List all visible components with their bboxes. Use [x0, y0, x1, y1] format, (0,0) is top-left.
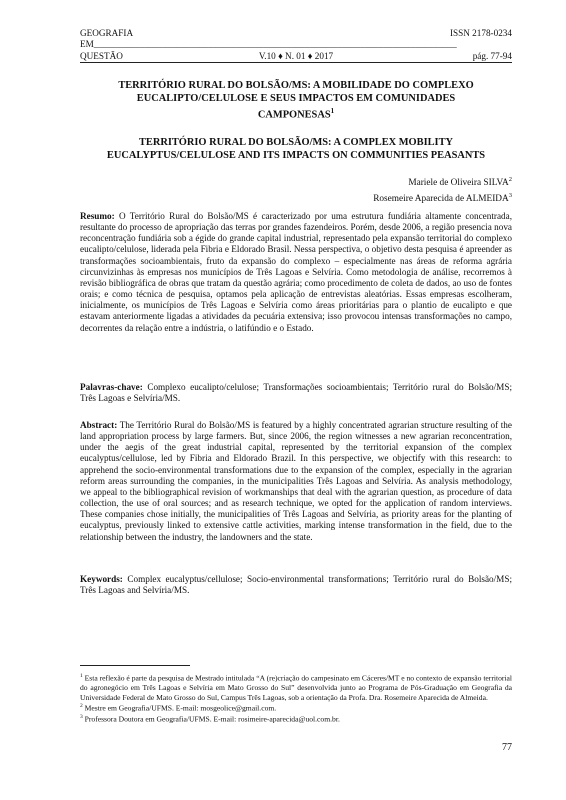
- palavras-chave-paragraph: [80, 382, 512, 404]
- title-footnote-ref: 1: [330, 107, 335, 115]
- journal-name-line2: EM_______________________________________________________________________________: [80, 39, 457, 49]
- volume-info: V.10 ♦ N. 01 ♦ 2017: [258, 51, 334, 61]
- palavras-chave-label: Palavras-chave:: [80, 382, 143, 392]
- author-list: [373, 174, 512, 205]
- title-portuguese: [80, 80, 512, 122]
- keywords-text: Complex eucalyptus/cellulose; Socio-environmental transformations; Território rural do Bolsão/MS; Três Lagoas and Selvíria/MS.: [80, 574, 512, 596]
- resumo-paragraph: [80, 211, 512, 334]
- footnotes: [80, 672, 512, 725]
- footnote: $^2$ Mestre em Geografia/UFMS. E-mail: mosgeolice@gmail.com.: [80, 703, 277, 713]
- title-en-line1: TERRITÓRIO RURAL DO BOLSÃO/MS: A COMPLEX MOBILITY: [138, 137, 454, 148]
- journal-name-line3: QUESTÃO: [80, 51, 123, 61]
- palavras-chave-text: Complexo eucalipto/celulose; Transformações socioambientais; Território rural do Bolsão/MS; Três Lagoas e Selvíria/MS.: [80, 382, 513, 404]
- page-range: pág. 77-94: [472, 51, 512, 61]
- running-header-row3: [80, 51, 512, 62]
- journal-name-line2-row: [80, 39, 512, 50]
- title-pt-line3: CAMPONESAS: [257, 109, 331, 121]
- keywords-paragraph: [80, 574, 512, 596]
- abstract-text: The Território Rural do Bolsão/MS is featured by a highly concentrated agrarian structure resulting of the land appropriation process by large farmers. But, since 2006, the region witnesses a new agrarian reconcentration, under the aegis of the great industrial capital, represented by the territorial expansion of the complex eucalyptus/cellulose, led by Fibria and Eldorado Brazil. In this perspective, we objectify with this research: to apprehend the socio-environmental transformations due to the expansion of the complex, especially in the agrarian reform areas surrounding the companies, in the municipalities Três Lagoas and Selvíria. As analysis methodology, we appeal to the bibliographical revision of workmanships that deal with the agrarian question, as procedure of data collection, the use of oral sources; and as research technique, we opted for the application of random interviews. These companies chose initially, the municipalities of Três Lagoas and Selvíria, as priority areas for the planting of eucalyptus, previously linked to extensive cattle activities, marking intense transformation in the field, due to the relationship between the industry, the landowners and the state.: [80, 420, 512, 542]
- header-rule: [80, 62, 512, 63]
- title-pt-line1: TERRITÓRIO RURAL DO BOLSÃO/MS: A MOBILIDADE DO COMPLEXO: [118, 80, 474, 91]
- resumo-text: O Território Rural do Bolsão/MS é caracterizado por uma estrutura fundiária altamente concentrada, resultante do processo de apropriação das terras por grandes fazendeiros. Porém, desde 2006, a região presencia nova reconcentração fundiária sob a égide do grande capital industrial, representado pela expansão territorial do complexo eucalipto/celulose, liderada pela Fibria e Eldorado Brasil. Nessa perspectiva, o objetivo desta pesquisa é apreender as transformações socioambientais, fruto da expansão do complexo – especialmente nas áreas de reforma agrária circunvizinhas às empresas nos municípios de Três Lagoas e Selvíria. Como metodologia de análise, recorremos à revisão bibliográfica de obras que tratam da questão agrária; como procedimento de coleta de dados, ao uso de fontes orais; e como técnica de pesquisa, optamos pela aplicação de entrevistas aleatórias. Essas empresas escolheram, inicialmente, os municípios de Três Lagoas e Selvíria como áreas prioritárias para o plantio de eucalipto e que estavam anteriormente ligadas a atividades da pecuária extensiva; isso provocou intensas transformações no campo, decorrentes da relação entre a indústria, o latifúndio e o Estado.: [80, 211, 513, 333]
- abstract-label: Abstract:: [80, 420, 118, 430]
- author: Mariele de Oliveira SILVA$^2$: [408, 176, 512, 189]
- abstract-paragraph: [80, 420, 512, 543]
- page-number: 77: [502, 742, 512, 753]
- running-header: [80, 28, 512, 39]
- title-pt-line2: EUCALIPTO/CELULOSE E SEUS IMPACTOS EM COMUNIDADES: [136, 92, 456, 104]
- resumo-label: Resumo:: [80, 211, 115, 221]
- footnote-rule: [80, 665, 190, 666]
- footnote: $^3$ Professora Doutora em Geografia/UFMS. E-mail: rosimeire-aparecida@uol.com.br.: [80, 714, 340, 724]
- issn: ISSN 2178-0234: [449, 28, 512, 38]
- journal-name-line1: GEOGRAFIA: [80, 28, 134, 38]
- keywords-label: Keywords:: [80, 574, 123, 584]
- title-english: [80, 137, 512, 162]
- title-en-line2: EUCALYPTUS/CELULOSE AND ITS IMPACTS ON COMMUNITIES PEASANTS: [106, 149, 486, 161]
- author: Rosemeire Aparecida de ALMEIDA$^3$: [373, 191, 512, 204]
- footnote: $^1$ Esta reflexão é parte da pesquisa de Mestrado intitulada “A (re)criação do campesinato em Cáceres/MT e no contexto de expansão territorial do agronegócio em Três Lagoas e Selvíria em Mato Grosso do Sul” desenvolvida junto ao Programa de Pós-Graduação em Geografia da Universidade Federal de Mato Grosso do Sul, Campus Três Lagoas, sob a orientação da Profa. Dra. Rosemeire Aparecida de Almeida.: [80, 673, 512, 702]
